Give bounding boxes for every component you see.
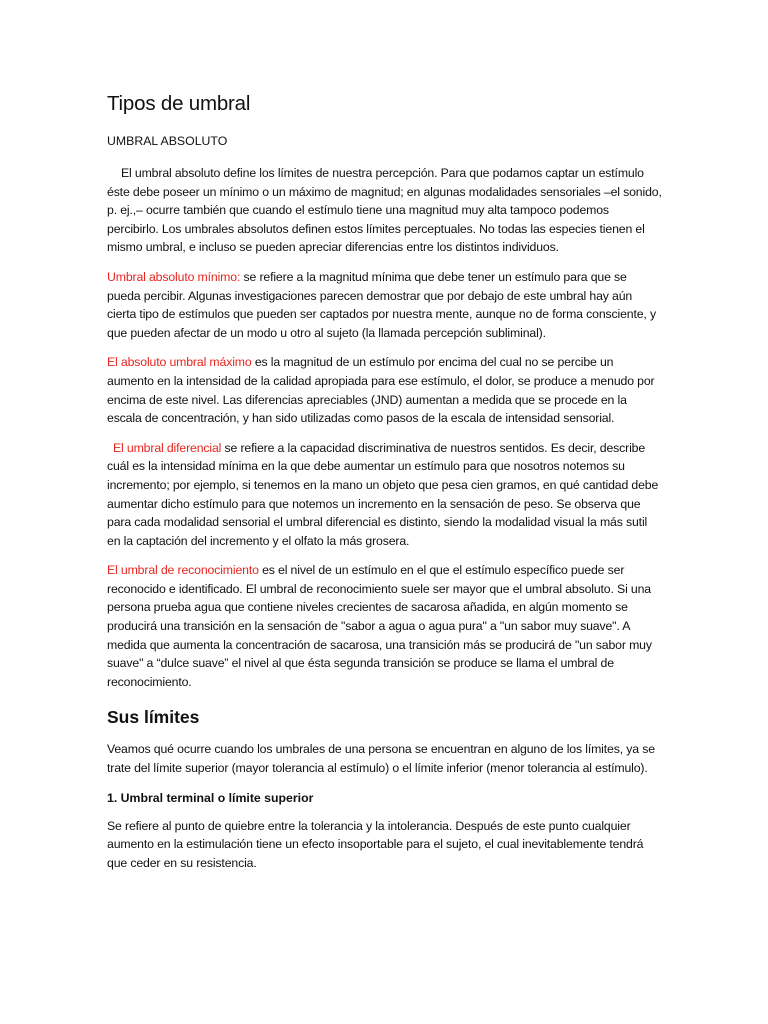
term-umbral-reconocimiento: El umbral de reconocimiento (107, 563, 259, 578)
term-umbral-maximo: El absoluto umbral máximo (107, 355, 252, 370)
page-title: Tipos de umbral (107, 92, 251, 115)
section-heading-sus-limites: Sus límites (107, 707, 200, 728)
subsection-heading-umbral-terminal: 1. Umbral terminal o límite superior (107, 790, 314, 805)
term-umbral-minimo: Umbral absoluto mínimo: (107, 269, 241, 284)
document-page (107, 90, 663, 872)
paragraph-sus-limites: Veamos qué ocurre cuando los umbrales de una persona se encuentran en alguno de los límites, ya se trate del límite superior (mayor tolerancia al estímulo) o el límite inferior (menor tolerancia al estímulo). (107, 742, 655, 776)
section-heading-umbral-absoluto: UMBRAL ABSOLUTO (107, 134, 228, 148)
paragraph-umbral-minimo (107, 268, 663, 342)
text-umbral-minimo: se refiere a la magnitud mínima que debe tener un estímulo para que se pueda percibir. Algunas investigaciones parecen demostrar que por debajo de este umbral hay aún cierta tipo de estímulos que pueden ser captados por nuestra mente, aunque no de forma consciente, y que pueden afectar de un modo u otro al sujeto (la llamada percepción subliminal). (107, 269, 656, 340)
paragraph-umbral-terminal: Se refiere al punto de quiebre entre la tolerancia y la intolerancia. Después de este punto cualquier aumento en la estimulación tiene un efecto insoportable para el sujeto, el cual inevitablemente tendrá que ceder en su resistencia. (107, 818, 644, 870)
text-umbral-diferencial: se refiere a la capacidad discriminativa de nuestros sentidos. Es decir, describe cuál es la intensidad mínima en la que debe aumentar un estímulo para que nosotros notemos su incremento; por ejemplo, si tenemos en la mano un objeto que pesa cien gramos, en qué cantidad debe aumentar dicho estímulo para que notemos un incremento en la sensación de peso. Se observa que para cada modalidad sensorial el umbral diferencial es distinto, siendo la modalidad visual la más sutil en la captación del incremento y el olfato la más grosera. (107, 440, 659, 548)
text-umbral-reconocimiento: es el nivel de un estímulo en el que el estímulo específico puede ser reconocido e identificado. El umbral de reconocimiento suele ser mayor que el umbral absoluto. Si una persona prueba agua que contiene niveles crecientes de sacarosa añadida, en algún momento se producirá una transición en la sensación de "sabor a agua o agua pura" a "un sabor muy suave". A medida que aumenta la concentración de sacarosa, una transición más se producirá de "un sabor muy suave" a “dulce suave” el nivel al que ésta segunda transición se produce se llama el umbral de reconocimiento. (107, 563, 652, 689)
text-umbral-maximo: es la magnitud de un estímulo por encima del cual no se percibe un aumento en la intensidad de la calidad apropiada para ese estímulo, el dolor, se produce a menudo por encima de este nivel. Las diferencias apreciables (JND) aumentan a medida que se procede en la escala de concentración, y han sido utilizadas como pasos de la escala de intensidad sensorial. (107, 355, 655, 426)
paragraph-umbral-diferencial (107, 439, 663, 551)
term-umbral-diferencial: El umbral diferencial (113, 440, 222, 455)
paragraph-umbral-reconocimiento (107, 561, 663, 691)
paragraph-umbral-maximo (107, 353, 663, 427)
paragraph-umbral-absoluto: El umbral absoluto define los límites de nuestra percepción. Para que podamos captar un estímulo éste debe poseer un mínimo o un máximo de magnitud; en algunas modalidades sensoriales –el sonido, p. ej.,– ocurre también que cuando el estímulo tiene una magnitud muy alta tampoco podemos percibirlo. Los umbrales absolutos definen estos límites perceptuales. No todas las especies tienen el mismo umbral, e incluso se pueden apreciar diferencias entre los distintos individuos. (107, 166, 662, 255)
